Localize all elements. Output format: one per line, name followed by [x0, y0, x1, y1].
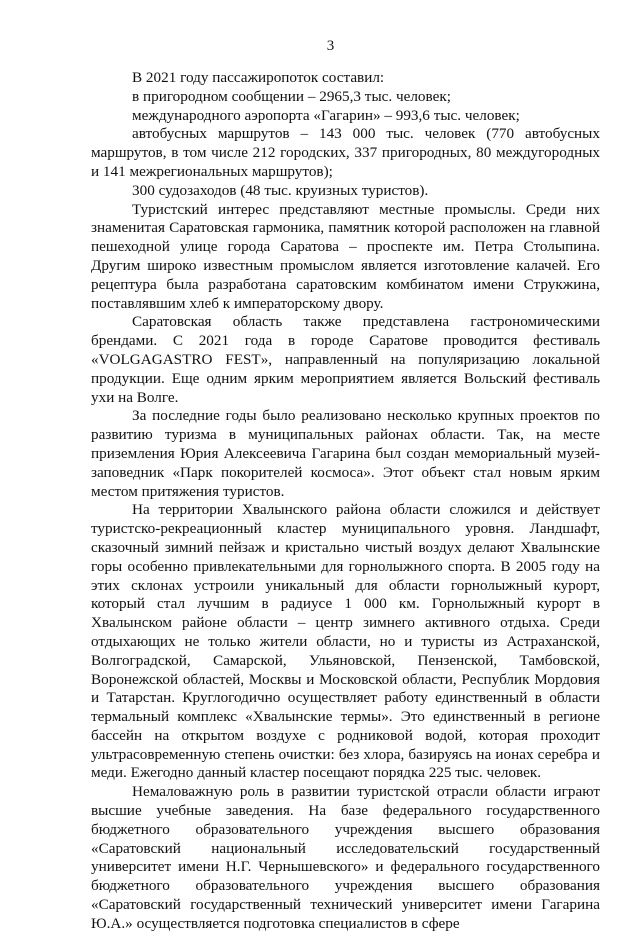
passenger-flow-item: автобусных маршрутов – 143 000 тыс. человек (770 автобусных маршрутов, в том числе 212 городских, 337 пригородных, 80 междугородных и 141 межрегиональных маршрутов);	[91, 125, 600, 180]
passenger-flow-item: международного аэропорта «Гагарин» – 993,6 тыс. человек;	[132, 106, 520, 124]
page-number: 3	[326, 38, 335, 54]
paragraph-gastronomy: Саратовская область также представлена гастрономическими брендами. С 2021 года в городе Саратове проводится фестиваль «VOLGAGASTRO FEST», направленный на популяризацию локальной продукции. Еще одним ярким мероприятием является Вольский фестиваль ухи на Волге.	[91, 313, 600, 406]
passenger-flow-item: 300 судозаходов (48 тыс. круизных туристов).	[132, 181, 429, 199]
paragraph-universities: Немаловажную роль в развитии туристской отрасли области играют высшие учебные заведения. На базе федерального государственного бюджетного образовательного учреждения высшего образования «Саратовский национальный исследовательский государственный университет имени Н.Г. Чернышевского» и федерального государственного бюджетного образовательного учреждения высшего образования «Саратовский государственный технический университет имени Гагарина Ю.А.» осуществляется подготовка специалистов в сфере	[91, 783, 600, 932]
paragraph-crafts: Туристский интерес представляют местные промыслы. Среди них знаменитая Саратовская гармоника, памятник которой расположен на главной пешеходной улице города Саратова – проспекте им. Петра Столыпина. Другим широко известным промыслом является изготовление калачей. Его рецептура была разработана саратовским комбинатом имени Струкжина, поставлявшим хлеб к императорскому двору.	[91, 200, 600, 312]
passenger-flow-item: в пригородном сообщении – 2965,3 тыс. человек;	[132, 87, 451, 105]
passenger-flow-intro: В 2021 году пассажиропоток составил:	[132, 69, 385, 86]
passenger-flow-block	[91, 69, 600, 201]
paragraph-projects: За последние годы было реализовано несколько крупных проектов по развитию туризма в муниципальных районах области. Так, на месте приземления Юрия Алексеевича Гагарина был создан мемориальный музей-заповедник «Парк покорителей космоса». Этот объект стал новым ярким местом притяжения туристов.	[91, 407, 600, 500]
paragraph-khvalynsk-cluster: На территории Хвалынского района области сложился и действует туристско-рекреационный кластер муниципального уровня. Ландшафт, сказочный зимний пейзаж и кристально чистый воздух делают Хвалынские горы особенно привлекательными для горнолыжного спорта. В 2005 году на этих склонах устроили уникальный для области горнолыжный курорт, который стал лучшим в радиусе 1 000 км. Горнолыжный курорт в Хвалынском районе области – центр зимнего активного отдыха. Среди отдыхающих не только жители области, но и туристы из Астраханской, Волгоградской, Самарской, Ульяновской, Пензенской, Тамбовской, Воронежской областей, Москвы и Московской области, Республик Мордовия и Татарстан. Круглогодично осуществляет работу единственный в области термальный комплекс «Хвалынские термы». Это единственный в регионе бассейн на открытом воздухе с родниковой водой, которая проходит ультрасовременную степень очистки: без хлора, базируясь на ионах серебра и меди. Ежегодно данный кластер посещают порядка 225 тыс. человек.	[91, 501, 600, 782]
